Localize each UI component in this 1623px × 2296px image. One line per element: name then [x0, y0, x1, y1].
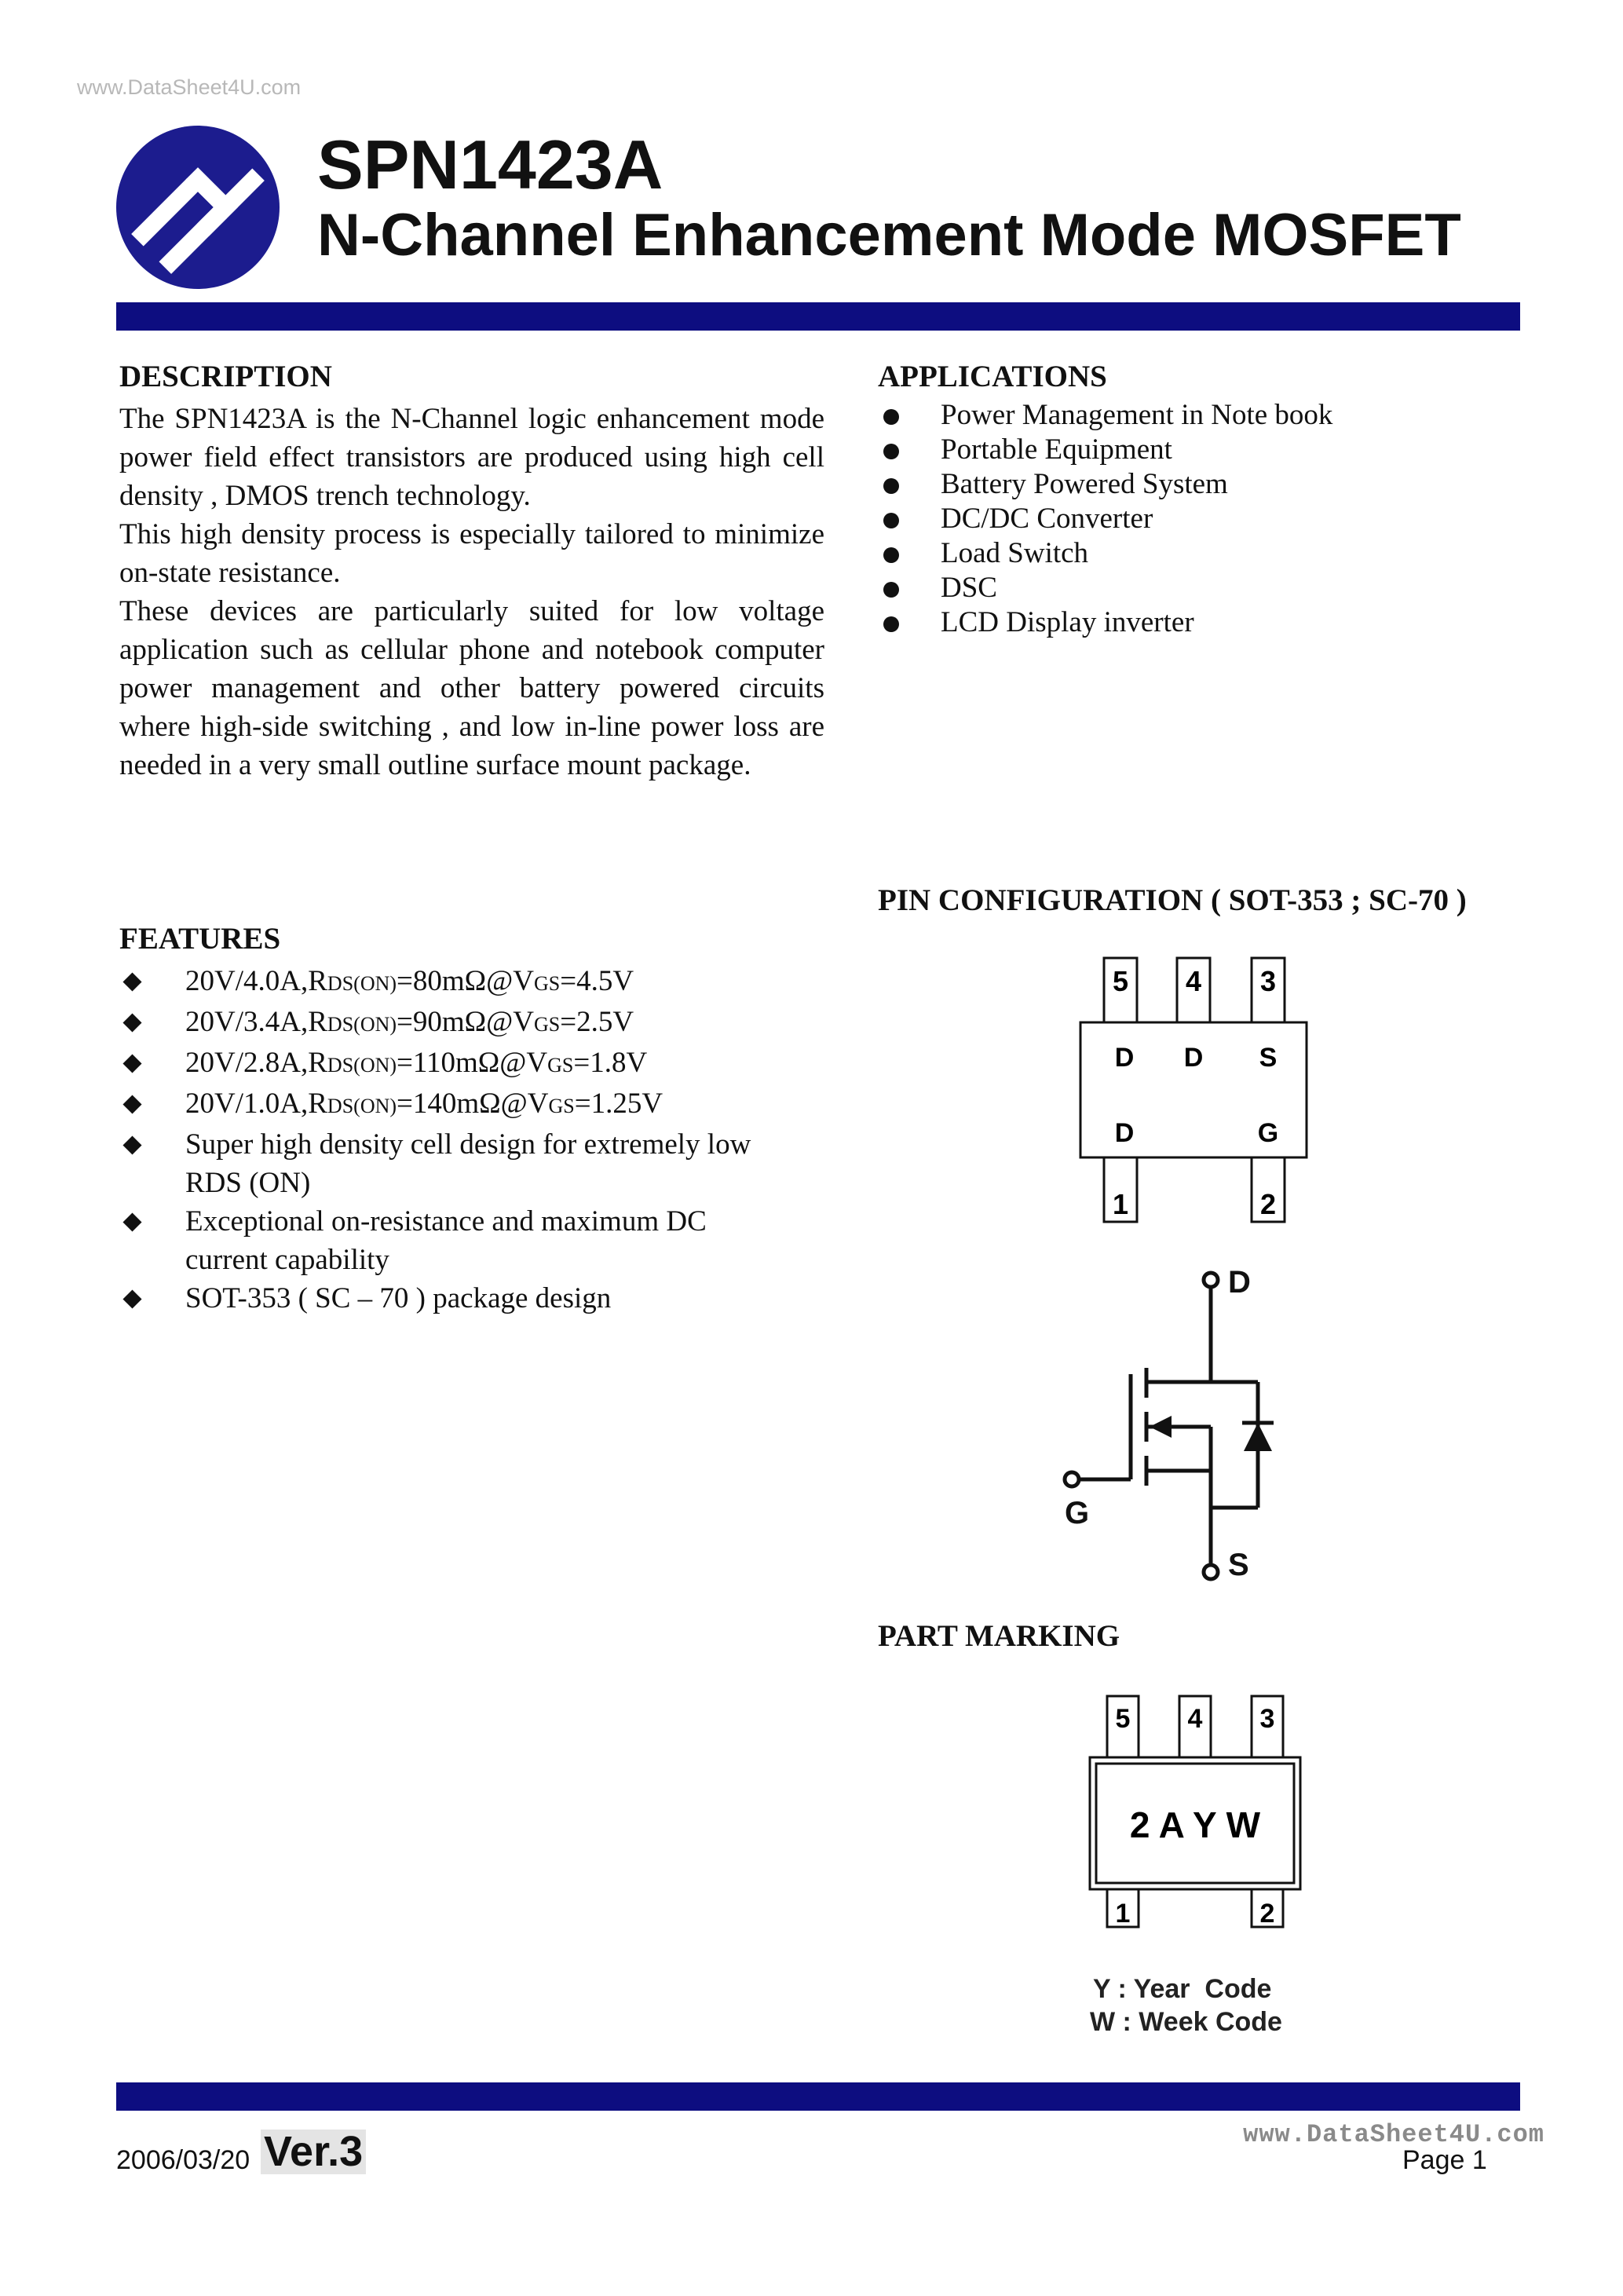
feature-item: Exceptional on-resistance and maximum DC current capability — [119, 1202, 826, 1279]
pin-number: 3 — [1259, 1704, 1275, 1734]
part-marking-heading: PART MARKING — [878, 1619, 1120, 1653]
part-number-title: SPN1423A — [317, 126, 663, 203]
description-heading: DESCRIPTION — [119, 360, 332, 393]
drain-label: D — [1228, 1265, 1251, 1300]
list-item — [878, 502, 1332, 536]
list-item — [878, 398, 1332, 433]
pin-configuration-diagram — [1076, 956, 1311, 1231]
mosfet-schematic-symbol — [1062, 1249, 1321, 1594]
footer-version: Ver.3 — [261, 2130, 366, 2174]
features-section — [119, 923, 826, 1318]
applications-section — [878, 361, 1332, 640]
gate-label: G — [1065, 1496, 1090, 1530]
list-item-text: Battery Powered System — [941, 468, 1228, 500]
diamond-bullet-icon — [122, 1095, 141, 1113]
marking-code: 2 A Y W — [1129, 1804, 1261, 1845]
pin-number: 1 — [1115, 1899, 1131, 1929]
bullet-icon — [883, 444, 899, 459]
list-item — [878, 536, 1332, 571]
pin-number: 1 — [1112, 1188, 1129, 1220]
diamond-bullet-icon — [122, 1135, 141, 1154]
watermark-bottom: www.DataSheet4U.com — [1243, 2120, 1544, 2149]
list-item-text: LCD Display inverter — [941, 606, 1194, 638]
list-item-text: Portable Equipment — [941, 433, 1172, 466]
pin-number: 2 — [1259, 1899, 1275, 1929]
description-paragraph: The SPN1423A is the N-Channel logic enhancement mode power field effect transistors are produced using high cell density , DMOS trench technology. — [119, 403, 824, 512]
applications-heading: APPLICATIONS — [878, 360, 1107, 393]
pin-number: 2 — [1259, 1188, 1277, 1220]
bullet-icon — [883, 478, 899, 494]
list-item-text: Power Management in Note book — [941, 399, 1333, 431]
pin-function-label: D — [1114, 1043, 1135, 1073]
features-heading: FEATURES — [119, 922, 281, 956]
source-label: S — [1228, 1548, 1249, 1582]
diamond-bullet-icon — [122, 1013, 141, 1032]
feature-spec: 20V/2.8A,RDS(ON)=110mΩ@VGS=1.8V — [119, 1044, 826, 1084]
company-logo-icon — [115, 124, 281, 291]
bullet-icon — [883, 513, 899, 528]
legend-year: Y : Year Code — [1093, 1974, 1272, 2004]
part-marking-diagram — [1079, 1695, 1314, 1930]
diamond-bullet-icon — [122, 972, 141, 991]
feature-spec: 20V/1.0A,RDS(ON)=140mΩ@VGS=1.25V — [119, 1084, 826, 1125]
bullet-icon — [883, 409, 899, 425]
footer-divider — [116, 2082, 1520, 2111]
marking-legend — [1087, 1971, 1322, 2043]
product-subtitle: N-Channel Enhancement Mode MOSFET — [317, 202, 1461, 269]
pin-number: 5 — [1112, 965, 1129, 997]
diamond-bullet-icon — [122, 1289, 141, 1308]
feature-spec: 20V/3.4A,RDS(ON)=90mΩ@VGS=2.5V — [119, 1003, 826, 1044]
pin-number: 5 — [1115, 1704, 1131, 1734]
header-divider — [116, 302, 1520, 331]
list-item — [878, 605, 1332, 640]
bullet-icon — [883, 616, 899, 632]
description-paragraph: These devices are particularly suited for low voltage application such as cellular phone and notebook computer power management and other battery powered circuits where high-side switching , and low in-line power loss are needed in a very small outline surface mount package. — [119, 595, 824, 781]
pin-number: 4 — [1187, 1704, 1203, 1734]
diamond-bullet-icon — [122, 1212, 141, 1231]
pin-number: 4 — [1185, 965, 1202, 997]
bullet-icon — [883, 582, 899, 598]
description-paragraph: This high density process is especially tailored to minimize on-state resistance. — [119, 518, 824, 589]
feature-spec: 20V/4.0A,RDS(ON)=80mΩ@VGS=4.5V — [119, 962, 826, 1003]
bullet-icon — [883, 547, 899, 563]
pin-config-heading: PIN CONFIGURATION ( SOT-353 ; SC-70 ) — [878, 883, 1467, 917]
list-item — [878, 433, 1332, 467]
list-item — [878, 467, 1332, 502]
feature-item: Super high density cell design for extremely low RDS (ON) — [119, 1125, 826, 1202]
description-section — [119, 361, 824, 784]
feature-item: SOT-353 ( SC – 70 ) package design — [119, 1279, 826, 1318]
list-item-text: DC/DC Converter — [941, 503, 1153, 535]
pin-function-label: D — [1114, 1118, 1135, 1148]
footer-page-number: Page 1 — [1402, 2145, 1487, 2175]
list-item-text: Load Switch — [941, 537, 1089, 569]
footer-date: 2006/03/20 — [116, 2145, 250, 2175]
legend-week: W : Week Code — [1090, 2007, 1282, 2037]
pin-function-label: G — [1257, 1118, 1279, 1148]
list-item-text: DSC — [941, 572, 997, 604]
pin-number: 3 — [1259, 965, 1277, 997]
diamond-bullet-icon — [122, 1054, 141, 1073]
pin-function-label: S — [1259, 1043, 1278, 1073]
list-item — [878, 571, 1332, 605]
watermark-top: www.DataSheet4U.com — [77, 75, 302, 99]
pin-function-label: D — [1183, 1043, 1204, 1073]
